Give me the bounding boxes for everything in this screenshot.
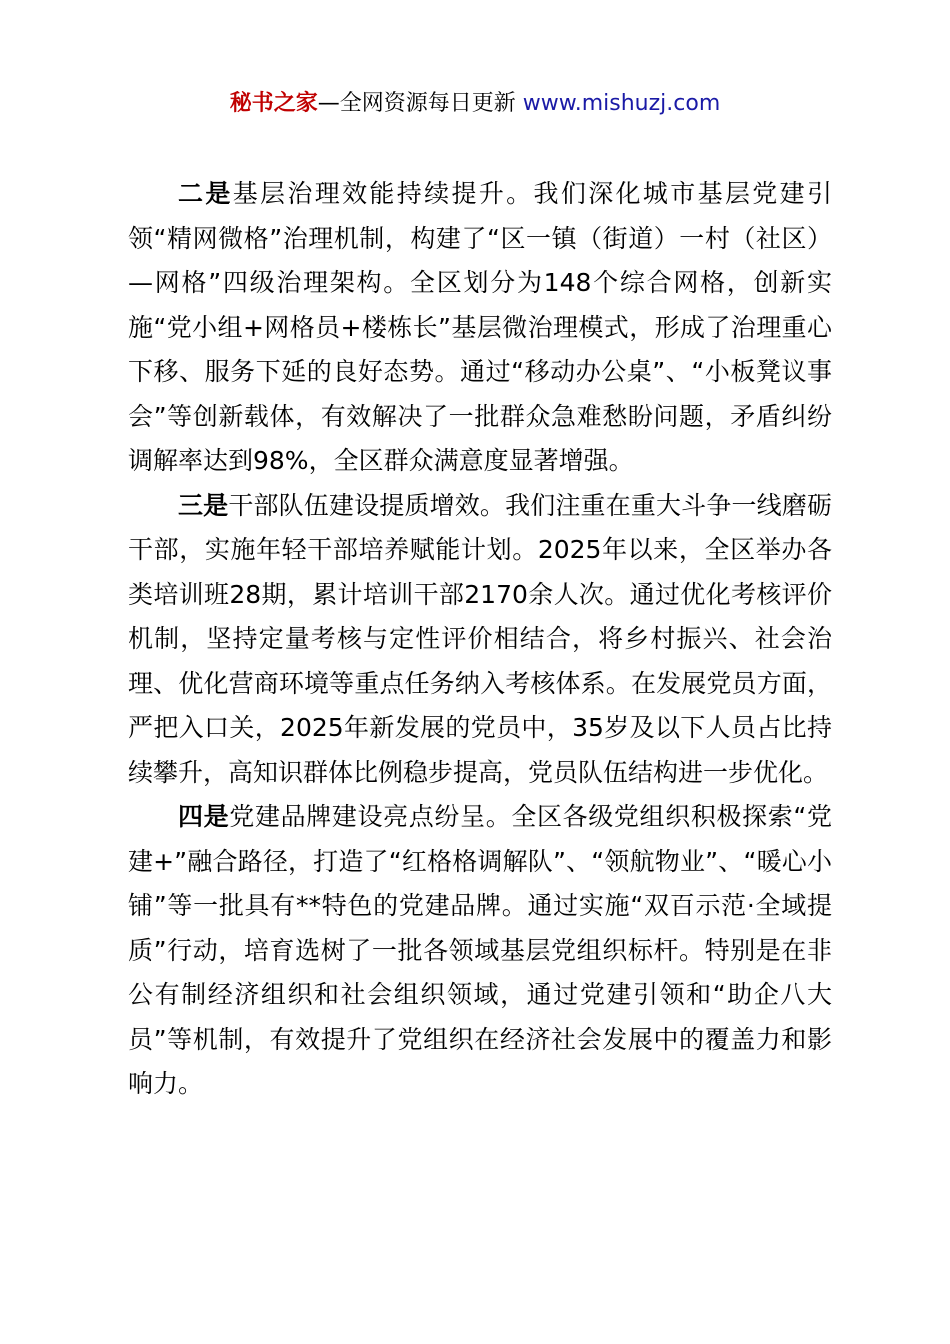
paragraph-4 <box>128 795 832 1107</box>
site-tagline: —全网资源每日更新 <box>317 91 523 116</box>
paragraph-2 <box>128 172 832 484</box>
site-header <box>0 88 950 120</box>
paragraph-lead: 二是 <box>178 179 233 208</box>
site-brand: 秘书之家 <box>229 91 318 116</box>
paragraph-3 <box>128 484 832 796</box>
paragraph-lead: 三是 <box>178 490 229 520</box>
document-body <box>128 172 832 1107</box>
site-url-link[interactable]: www.mishuzj.com <box>522 91 721 116</box>
paragraph-text: 干部队伍建设提质增效。我们注重在重大斗争一线磨砺干部，实施年轻干部培养赋能计划。2025年以来，全区举办各类培训班28期，累计培训干部2170余人次。通过优化考核评价机制，坚持定量考核与定性评价相结合，将乡村振兴、社会治理、优化营商环境等重点任务纳入考核体系。在发展党员方面，严把入口关，2025年新发展的党员中，35岁及以下人员占比持续攀升，高知识群体比例稳步提高，党员队伍结构进一步优化。 <box>128 490 832 787</box>
paragraph-text: 党建品牌建设亮点纷呈。全区各级党组织积极探索“党建+”融合路径，打造了“红格格调解队”、“领航物业”、“暖心小铺”等一批具有**特色的党建品牌。通过实施“双百示范·全域提质”行动，培育选树了一批各领域基层党组织标杆。特别是在非公有制经济组织和社会组织领域，通过党建引领和“助企八大员”等机制，有效提升了党组织在经济社会发展中的覆盖力和影响力。 <box>128 802 832 1098</box>
paragraph-lead: 四是 <box>178 802 230 831</box>
paragraph-text: 基层治理效能持续提升。我们深化城市基层党建引领“精网微格”治理机制，构建了“区一镇（街道）一村（社区）—网格”四级治理架构。全区划分为148个综合网格，创新实施“党小组+网格员+楼栋长”基层微治理模式，形成了治理重心下移、服务下延的良好态势。通过“移动办公桌”、“小板凳议事会”等创新载体，有效解决了一批群众急难愁盼问题，矛盾纠纷调解率达到98%，全区群众满意度显著增强。 <box>128 179 832 475</box>
